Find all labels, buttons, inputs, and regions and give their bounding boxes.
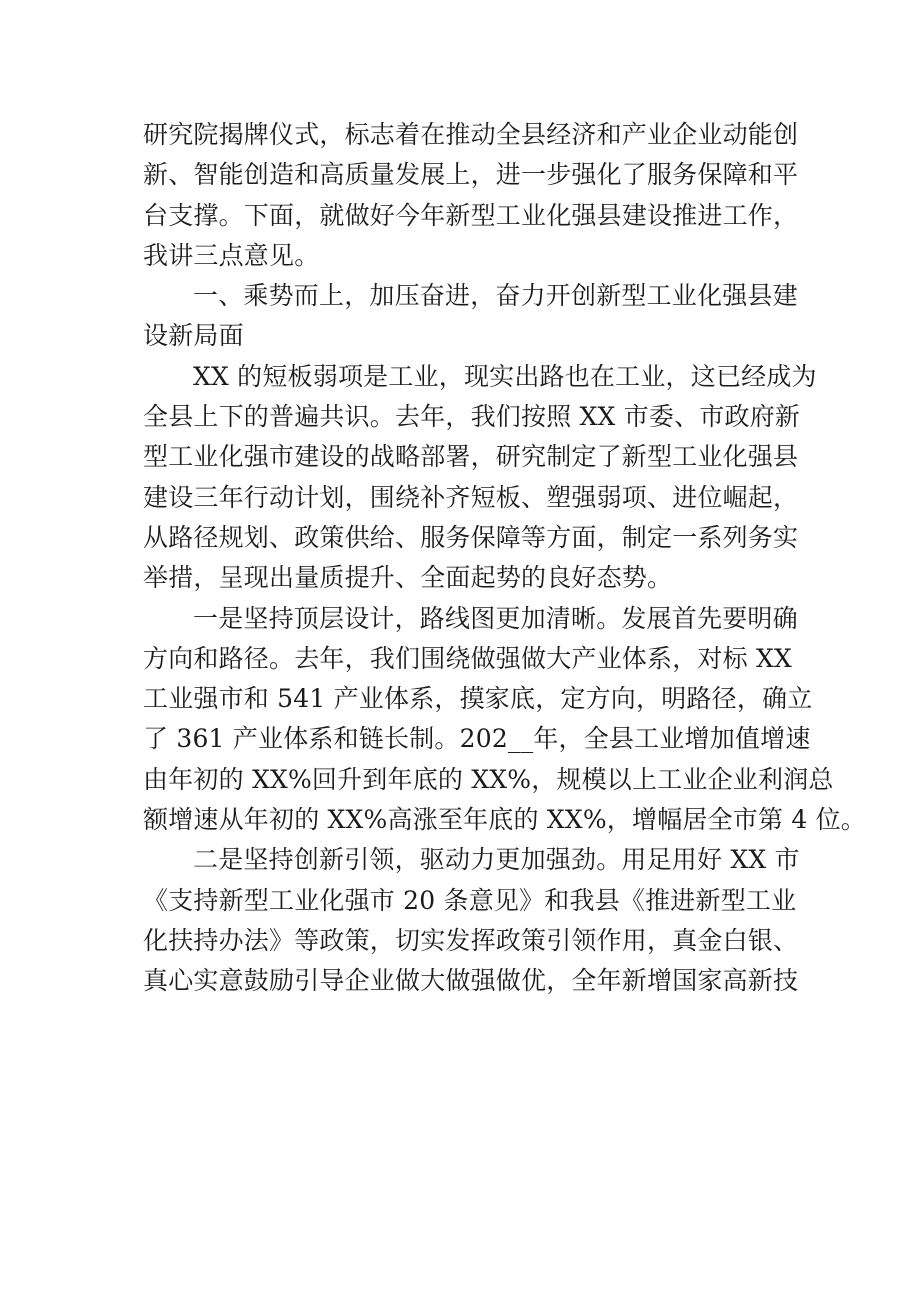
text-line: 工业强市和 541 产业体系，摸家底，定方向，明路径，确立 bbox=[143, 684, 813, 714]
text-line: 设新局面 bbox=[143, 321, 244, 351]
paragraph-innovation bbox=[143, 840, 800, 1001]
text-line: 化扶持办法》等政策，切实发挥政策引领作用，真金白银、 bbox=[143, 925, 799, 955]
text-line: 方向和路径。去年，我们围绕做强做大产业体系，对标 XX bbox=[143, 643, 792, 673]
text-line: 一是坚持顶层设计，路线图更加清晰。发展首先要明确 bbox=[193, 603, 798, 633]
text-line: 一、乘势而上，加压奋进，奋力开创新型工业化强县建 bbox=[193, 281, 798, 311]
text-line: 真心实意鼓励引导企业做大做强做优，全年新增国家高新技 bbox=[143, 966, 799, 996]
section-heading-1 bbox=[143, 276, 798, 357]
text-line: 《支持新型工业化强市 20 条意见》和我县《推进新型工业 bbox=[143, 885, 797, 915]
text-line: 举措，呈现出量质提升、全面起势的良好态势。 bbox=[143, 563, 673, 593]
text-line: 型工业化强市建设的战略部署，研究制定了新型工业化强县 bbox=[143, 442, 799, 472]
text-line: 我讲三点意见。 bbox=[143, 240, 320, 270]
text-line: 额增速从年初的 XX%高涨至年底的 XX%，增幅居全市第 4 位。 bbox=[143, 805, 866, 835]
paragraph-intro-continuation bbox=[143, 115, 799, 276]
document-body bbox=[143, 115, 866, 1002]
text-line: 二是坚持创新引领，驱动力更加强劲。用足用好 XX 市 bbox=[193, 845, 800, 875]
text-line: XX 的短板弱项是工业，现实出路也在工业，这已经成为 bbox=[193, 361, 817, 391]
text-line: 台支撑。下面，就做好今年新型工业化强县建设推进工作， bbox=[143, 200, 799, 230]
text-line: 由年初的 XX%回升到年底的 XX%，规模以上工业企业利润总 bbox=[143, 764, 834, 794]
paragraph-industry-consensus bbox=[143, 357, 817, 599]
text-line: 全县上下的普遍共识。去年，我们按照 XX 市委、市政府新 bbox=[143, 402, 801, 432]
text-line: 了 361 产业体系和链长制。202__年，全县工业增加值增速 bbox=[143, 724, 811, 754]
text-line: 从路径规划、政策供给、服务保障等方面，制定一系列务实 bbox=[143, 522, 799, 552]
paragraph-top-level-design bbox=[143, 599, 866, 841]
text-line: 建设三年行动计划，围绕补齐短板、塑强弱项、进位崛起， bbox=[143, 482, 799, 512]
text-line: 研究院揭牌仪式，标志着在推动全县经济和产业企业动能创 bbox=[143, 120, 799, 149]
text-line: 新、智能创造和高质量发展上，进一步强化了服务保障和平 bbox=[143, 160, 799, 190]
